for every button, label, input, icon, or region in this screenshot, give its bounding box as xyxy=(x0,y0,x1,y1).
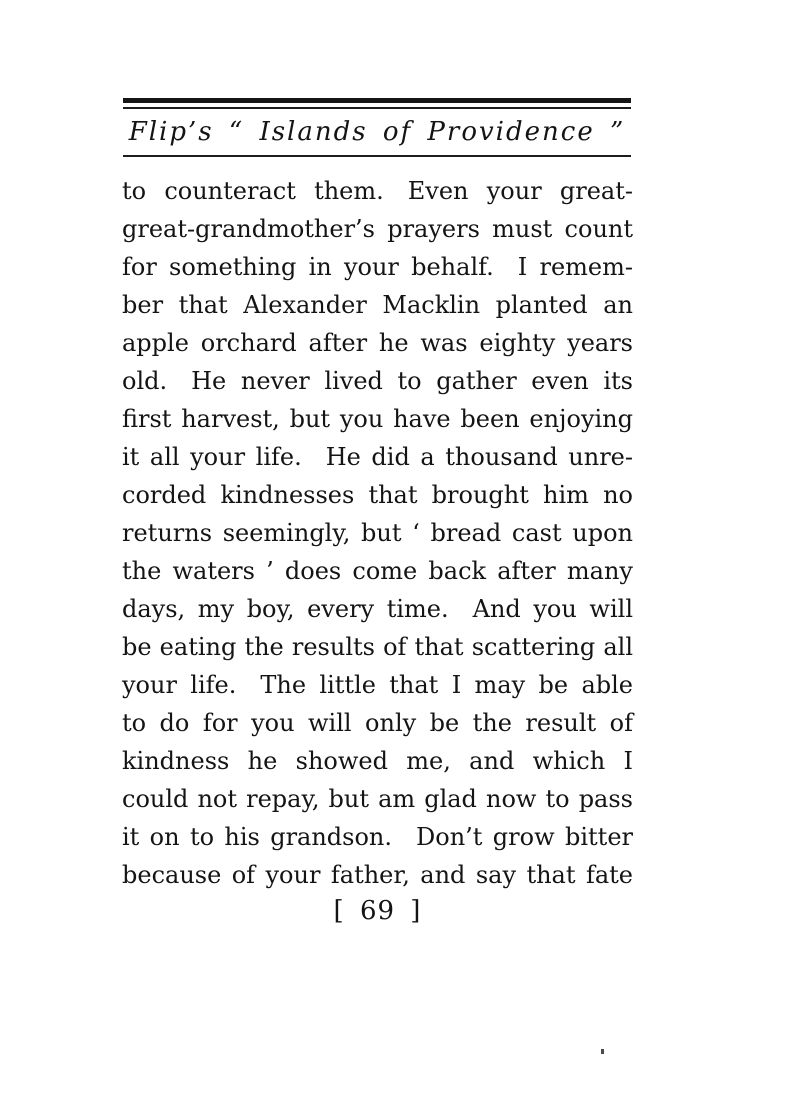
header-rule-thick xyxy=(123,98,631,103)
body-text-line: your life. The little that I may be able xyxy=(122,671,633,699)
print-artifact-speck xyxy=(601,1049,604,1054)
body-text-line: great-grandmother’s prayers must count xyxy=(122,215,633,243)
header-rule-under-title xyxy=(123,155,631,157)
body-text-line: it on to his grandson. Don’t grow bitter xyxy=(122,823,633,851)
body-text-line: could not repay, but am glad now to pass xyxy=(122,785,633,813)
body-text-line: apple orchard after he was eighty years xyxy=(122,329,633,357)
body-text-line: returns seemingly, but ‘ bread cast upon xyxy=(122,519,633,547)
body-text-line: it all your life. He did a thousand unre- xyxy=(122,443,633,471)
body-text-line: for something in your behalf. I remem- xyxy=(122,253,633,281)
body-text-line: corded kindnesses that brought him no xyxy=(122,481,633,509)
body-text-line: ber that Alexander Macklin planted an xyxy=(122,291,633,319)
body-text-line: days, my boy, every time. And you will xyxy=(122,595,633,623)
page-body xyxy=(122,172,633,894)
body-text-line: the waters ’ does come back after many xyxy=(122,557,633,585)
body-text-line: to counteract them. Even your great- xyxy=(122,177,633,205)
body-text-line: old. He never lived to gather even its xyxy=(122,367,633,395)
running-head-title: Flip’s “ Islands of Providence ” xyxy=(128,117,626,147)
running-head xyxy=(123,98,631,157)
body-text-line: be eating the results of that scattering all xyxy=(122,633,633,661)
page-number: [ 69 ] xyxy=(333,896,422,926)
body-text-line: to do for you will only be the result of xyxy=(122,709,633,737)
body-text-line: because of your father, and say that fate xyxy=(122,861,633,889)
body-text-line: kindness he showed me, and which I xyxy=(122,747,633,775)
body-text-line: first harvest, but you have been enjoying xyxy=(122,405,633,433)
